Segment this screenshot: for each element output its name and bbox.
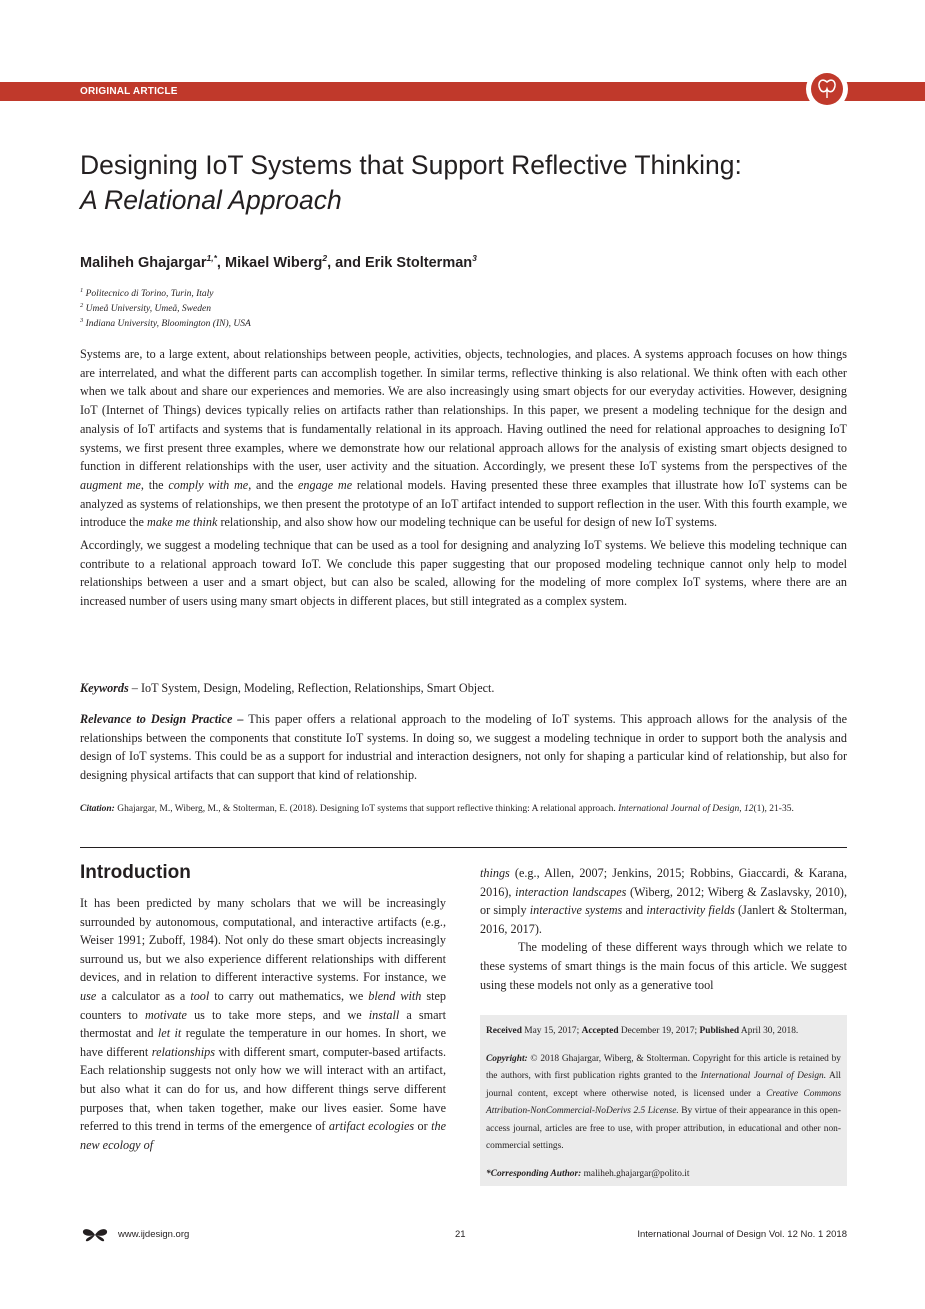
- relevance-to-design-practice: Relevance to Design Practice – This paper offers a relational approach to the modeling of IoT systems. This approach allows for the analysis of the relationships between the components that constitute IoT systems. In doing so, we suggest a modeling technique in order to support both the analysis and design of IoT systems. This could be as a support for industrial and interaction designers, not only for shaping a particular kind of relationship, but also for designing physical artifacts that can support that kind of relationship.: [80, 712, 847, 783]
- author-affil-mark: 1,*: [206, 253, 217, 263]
- footer-url-link[interactable]: www.ijdesign.org: [118, 1229, 190, 1240]
- affiliation: $^1$ Politecnico di Torino, Turin, Italy: [80, 287, 214, 300]
- author-name: Maliheh Ghajargar: [80, 254, 207, 271]
- section-heading-introduction: Introduction: [80, 862, 191, 883]
- ijd-butterfly-logo-icon: [806, 68, 848, 110]
- paper-title: [80, 148, 860, 218]
- affiliation: $^3$ Indiana University, Bloomington (IN), USA: [80, 317, 251, 330]
- section-divider: [80, 847, 847, 848]
- title-subtitle: A Relational Approach: [80, 185, 342, 215]
- ijd-footer-logo-icon: [82, 1227, 108, 1246]
- affiliation-list: [80, 285, 251, 330]
- page-number: 21: [455, 1229, 466, 1240]
- title-main: Designing IoT Systems that Support Reflective Thinking:: [80, 150, 742, 180]
- article-type-banner: [0, 82, 925, 101]
- author-affil-mark: 3: [472, 253, 477, 263]
- author-list: Maliheh Ghajargar$^{1,*}$, Mikael Wiberg$^2$, and Erik Stolterman$^3$: [80, 253, 477, 271]
- corresponding-author: *Corresponding Author: maliheh.ghajargar@polito.it: [486, 1168, 690, 1179]
- relevance-label: Relevance to Design Practice –: [80, 712, 244, 726]
- article-type-label: ORIGINAL ARTICLE: [80, 86, 178, 97]
- intro-left-column: It has been predicted by many scholars that we will be increasingly surrounded by autonomous, computational, and interactive artifacts (e.g., Weiser 1991; Zuboff, 1984). Not only do these smart objects increasingly surround us, but we also experience different relationships with different devices, and in relation to different interactive systems. For instance, we use a calculator as a tool to carry out mathematics, we blend with step counters to motivate us to take more steps, and we install a smart thermostat and let it regulate the temperature in our homes. In short, we have different relationships with different smart, computer-based artifacts. Each relationship suggests not only how we will interact with an artifact, but also what it can do for us, and how different things serve different purposes that, when taken together, make our lives easier. Some have referred to this trend in terms of the emergence of artifact ecologies or the new ecology of: [80, 896, 446, 1152]
- abstract-paragraph: Systems are, to a large extent, about relationships between people, activities, objects, technologies, and places. A systems approach focuses on how things are interrelated, and what the different parts can accomplish together. In similar terms, reflective thinking is also relational. We think often with each other when we talk about and share our experiences and memories. We are also increasingly using smart objects for our everyday activities. However, designing IoT (Internet of Things) devices typically relies on artifacts rather than relationships. In this paper, we present a modeling technique for the design and analysis of IoT artifacts and systems that is fundamentally relational in its approach. Having outlined the need for relational approaches to designing IoT systems, we first present three examples, where we demonstrate how our relational approach allows for the analysis of existing smart objects designed to function in different relationships with the user, user activity and the situation. Accordingly, we present these IoT systems from the perspectives of the augment me, the comply with me, and the engage me relational models. Having presented these three examples that illustrate how IoT systems can be analyzed as systems of relationships, we then present the prototype of an IoT artifact intended to support reflection in the user. With this fourth example, we introduce the make me think relationship, and also show how our modeling technique can be useful for design of new IoT systems.: [80, 347, 848, 530]
- keywords-label: Keywords: [80, 681, 129, 695]
- affiliation: $^2$ Umeå University, Umeå, Sweden: [80, 302, 211, 315]
- footer-journal-info: International Journal of Design Vol. 12 No. 1 2018: [637, 1229, 847, 1240]
- intro-paragraph: things (e.g., Allen, 2007; Jenkins, 2015; Robbins, Giaccardi, & Karana, 2016), interaction landscapes (Wiberg, 2012; Wiberg & Zaslavsky, 2010), or simply interactive systems and interactivity fields (Janlert & Stolterman, 2016, 2017).: [480, 866, 848, 936]
- author-name: Erik Stolterman: [364, 254, 473, 271]
- citation-label: Citation:: [80, 804, 115, 814]
- copyright-notice: Copyright: © 2018 Ghajargar, Wiberg, & Stolterman. Copyright for this article is retained by the authors, with first publication rights granted to the International Journal of Design. All journal content, except where otherwise noted, is licensed under a Creative Commons Attribution-NonCommercial-NoDerivs 2.5 License. By virtue of their appearance in this open-access journal, articles are free to use, with proper attribution, in educational and other non-commercial settings.: [486, 1053, 841, 1151]
- abstract: [80, 345, 847, 615]
- article-dates: Received May 15, 2017; Accepted December 19, 2017; Published April 30, 2018.: [486, 1026, 799, 1036]
- author-name: Mikael Wiberg: [224, 254, 323, 271]
- intro-paragraph: The modeling of these different ways through which we relate to these systems of smart things is the main focus of this article. We suggest using these models not only as a generative tool: [480, 940, 847, 992]
- abstract-paragraph: Accordingly, we suggest a modeling technique that can be used as a tool for designing and analyzing IoT systems. We believe this modeling technique can contribute to a relational approach toward IoT. We conclude this paper suggesting that our proposed modeling technique cannot only help to model relationships between a user and a smart object, but can also be scaled, allowing for the modeling of more complex IoT systems, where there are an increased number of users using many smart objects in different places, but still integrated as a complex system.: [80, 538, 847, 609]
- citation: Citation: Ghajargar, M., Wiberg, M., & Stolterman, E. (2018). Designing IoT systems that support reflective thinking: A relational approach. International Journal of Design, 12(1), 21-35.: [80, 804, 794, 814]
- keywords: Keywords – IoT System, Design, Modeling, Reflection, Relationships, Smart Object.: [80, 681, 495, 695]
- article-info-box: [480, 1015, 847, 1186]
- author-affil-mark: 2: [322, 253, 328, 263]
- intro-right-column: [480, 864, 847, 994]
